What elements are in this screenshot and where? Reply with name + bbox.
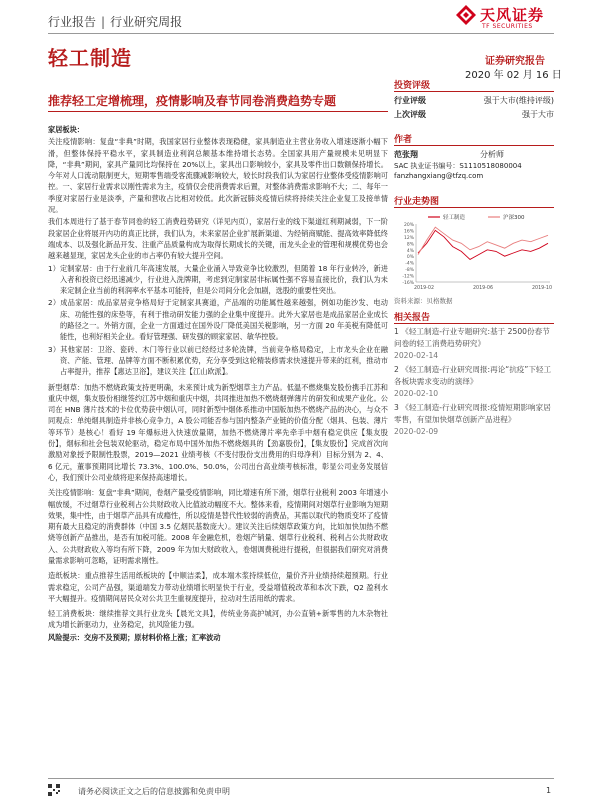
category-label: 行业报告 [48,15,97,29]
paragraph-furniture-impact: 关注疫情影响：复盘“非典”时期，我国家居行业整体表现稳健，家具制造业主营业务收入增速逐渐小幅下滑，但整体保持平稳水平，家具制造业利润总额基本维持增长态势。全国家具用产量规模未见明显下降，“非典”期间，家具产量同比均保持在 20%以上，家具出口影响较小，家具及零件出口数额保持增长。今年对人口流动限制更大，短期零售端受客流骤减影响较大，较长时段我们认为家居行业整体受疫情影响可控。一、家居行业需求以刚性需求为主，疫情仅会使消费需求后置，对整体消费需求影响不大；二、每年一季度对家居行业是淡季，产量和营收占比相对较低。此次新冠肺炎疫情后续将持续关注企业复工及接单情况。 [48,137,388,215]
related-report-title: 1 《轻工制造-行业专题研究:基于 2500份春节问卷的轻工消费趋势研究》 [394,327,550,348]
main-body [48,124,388,644]
author-title: 作者 [394,135,413,145]
series-line-1 [418,227,548,254]
series-line-0 [418,230,548,259]
related-report-title: 2 《轻工制造-行业研究周报:再论“抗疫”下轻工各板块需求变动的演绎》 [394,365,552,386]
paragraph-finished-furniture: 2）成品家居：成品家居竞争格局好于定制家具赛道，产品端的功能属性越来越强，例如功能沙发、电动床、功能性强的床垫等，有利于推动研发能力强的企业集中度提升。此外大家居也是成品家居企业成长的路径之一。外销方面，企业一方面通过在国外设厂降低美国关税影响，另一方面 20 年美税有降低可能性，也利好相关企业。看好管理强、研发强的顾家家居、敏华控股。 [48,298,388,342]
category-separator: | [101,15,106,29]
related-report-date: 2020-02-10 [394,389,439,398]
chart-source: 资料来源：贝格数据 [394,297,453,305]
paragraph-consumer: 轻工消费板块：继续推荐文具行业龙头【晨光文具】，传统业务高护城河，办公直销+新零售的九木杂物社成为增长新驱动力，业务稳定，抗风险能力强。 [48,609,388,630]
rating-divider [394,91,554,92]
y-tick-label: -8% [405,268,414,274]
author-name: 范张翔 [394,150,418,159]
y-tick-label: 12% [403,235,414,241]
y-tick-label: 16% [403,229,414,235]
report-subtitle: 推荐轻工定增梳理，疫情影响及春节同卷消费趋势专题 [48,94,337,108]
logo-text-en: TF SECURITIES [482,23,533,30]
paragraph-custom-furniture: 1）定制家居：由于行业前几年高速发展，大量企业涌入导致竞争比较激烈，但随着 18 年行业转冷，新进入者和投资已经迅速减少，行业进入洗牌期，考虑到定制家居非标属性强不容易直接比价，我们认为未来定制企业当前的利润率水平基本可能持，但是公司间分化会加剧，选股的重要性突出。 [48,263,388,296]
header-divider [48,33,554,34]
legend-label: 沪深300 [503,215,525,221]
rating-value: 强于大市(维持评级) [483,96,554,105]
related-report-date: 2020-02-09 [394,427,439,436]
report-category [48,13,182,30]
logo-text-cn: 天风证券 [480,6,545,24]
subcategory-label: 行业研究周报 [110,15,183,29]
author-email: fanzhangxiang@tfzq.com [394,172,484,180]
section-heading-furniture: 家居板块： [48,125,84,134]
y-tick-label: 0% [406,255,414,261]
trend-title: 行业走势图 [394,197,440,207]
paragraph-tobacco-impact: 关注疫情影响：复盘“非典”期间，卷烟产量受疫情影响，同比增速有所下滑，烟草行业税利 2003 年增速小幅放缓，不过烟草行业税利占公共财政收入比值波动幅度不大。整体来看，疫情期间对烟草行业影响为短期效果，集中性，由于烟草产品具有成瘾性，所以疫情是替代性较弱的消费品，其需以取代的物质变坏了疫情期有最大且稳定的消费群体（中国 3.5 亿烟民基数庞大）。建议关注后续烟草政策方向，比如加快加热不燃烧等创新产品推出，是否有加税可能。2008 年金融危机，卷烟产销量、烟草行业税利、税利占公共财政收入、公共财政收入等均有所下降，2009 年为加大财政收入，卷烟调费税进行提税，但很据我们研究对消费量需求影响可忽略，证明需求刚性。 [48,488,388,565]
subtitle-divider [48,111,388,112]
prev-rating-value: 强于大市 [522,110,554,119]
y-tick-label: 4% [406,248,414,254]
qr-code-icon [48,784,60,796]
company-logo [455,4,575,32]
y-tick-label: 8% [406,242,414,248]
report-type: 证券研究报告 [485,56,545,67]
paragraph-furniture-survey: 我们本周进行了基于春节同卷的轻工消费趋势研究（详见内页），家居行业的线下渠道红利期减弱，下一阶段家居企业将展开内功的真正比拼，我们认为，未来家居企业扩展新渠道、为经销商赋能、提高效率降低终端成本、以及强化新品开发、注重产品质量构成为取得长期成长的关键，而龙头企业的管理和规模优势也会越来越显现，家居龙头企业的市占率仍有较大提升空间。 [48,217,388,261]
related-reports [394,326,556,440]
risk-warning: 风险提示：交房不及预期；原材料价格上涨；汇率波动 [48,632,221,642]
related-report[interactable] [394,326,556,362]
rating-label: 行业评级 [394,96,426,105]
footer-divider [48,778,554,779]
related-report[interactable] [394,364,556,400]
author-sac: SAC 执业证书编号：S1110518080004 [394,162,522,170]
related-title: 相关报告 [394,313,431,323]
author-divider [394,145,554,146]
rating-title: 投资评级 [394,81,431,91]
page-title: 轻工制造 [48,46,132,70]
y-tick-label: -12% [402,274,414,280]
related-divider [394,323,554,324]
y-tick-label: -4% [405,261,414,267]
report-date: 2020 年 02 月 16 日 [465,70,562,81]
logo-mark-icon [455,4,477,26]
x-tick-label: 2019-02 [413,286,435,291]
paragraph-paper: 造纸板块：重点推荐生活用纸板块的【中顺洁柔】，成本端木浆持续低位，量价齐升业绩持续超预期。行业需求稳定，公司产品强，渠道端发力带动业绩增长明显快于行业，受益增值税改革和本次下跌，Q2 盈利水平大幅提升。疫情期间居民众对公共卫生重视度提升，拉动对生活用纸的需求。 [48,571,388,603]
paragraph-other-furniture: 3）其他家居：卫浴、瓷砖、木门等行业以前已经经过多轮洗牌，当前竞争格局稳定，上市龙头企业在融资、产能、管理、品牌等方面不断积累优势，充分享受到这轮精装修需求快速提升带来的红利，推动市占率提升，推荐【惠达卫浴】，建议关注【江山欧派】。 [48,344,388,377]
x-tick-label: 2019-06 [472,286,494,291]
y-tick-label: 20% [403,223,414,228]
prev-rating-label: 上次评级 [394,110,426,119]
author-role: 分析师 [480,150,504,159]
industry-trend-chart [394,212,554,294]
page-number: 1 [546,786,552,795]
related-report-title: 3 《轻工制造-行业研究周报:疫情短期影响家居零售，有望加快烟草创新产品进程》 [394,403,551,424]
related-report[interactable] [394,402,556,438]
footer-disclaimer: 请务必阅读正文之后的信息披露和免责申明 [78,787,230,796]
x-tick-label: 2019-10 [531,286,553,291]
y-tick-label: -16% [402,281,414,286]
legend-label: 轻工制造 [443,215,466,221]
trend-divider [394,207,554,208]
related-report-date: 2020-02-14 [394,351,439,360]
paragraph-new-tobacco: 新型烟草：加热不燃烧政策支持更明确，未来预计成为新型烟草主力产品。低温不燃烧集发股份携手江苏和重庆中烟，集友股份相继签约江苏中烟和重庆中烟，共同推进加热不燃烧烟弹薄片的研发和成果产业化。公司在 HNB 薄片技术的卡位优势获中烟认可，同时新型中烟体系推动中国版加热不燃烧产品的决心，与众不同观点：单纯烟具制造并非核心竞争力，A 股公司能否参与国内整条产业链的价值分配（烟具、包装、薄片等环节）是核心！看好 19 年爆标进入快速放量期，加热不燃烧薄片率先牵手中烟有稳定供应【集友股份】，烟标和社会包装双轮驱动，稳定布局中国外加热不燃烧烟具的【劲嘉股份】，【集友股份】完成首次向激励对象授予限制性股票，2019—2021 业绩考核（不变付股份支出费用的归母净利）目标分别为 2、4、6 亿元，董事预期同比增长 73.3%、100.0%、50.0%，公司出台高业绩考核标准，彰显公司业务发展信心，我们预计公司业绩将迎来保持高速增长。 [48,382,388,482]
